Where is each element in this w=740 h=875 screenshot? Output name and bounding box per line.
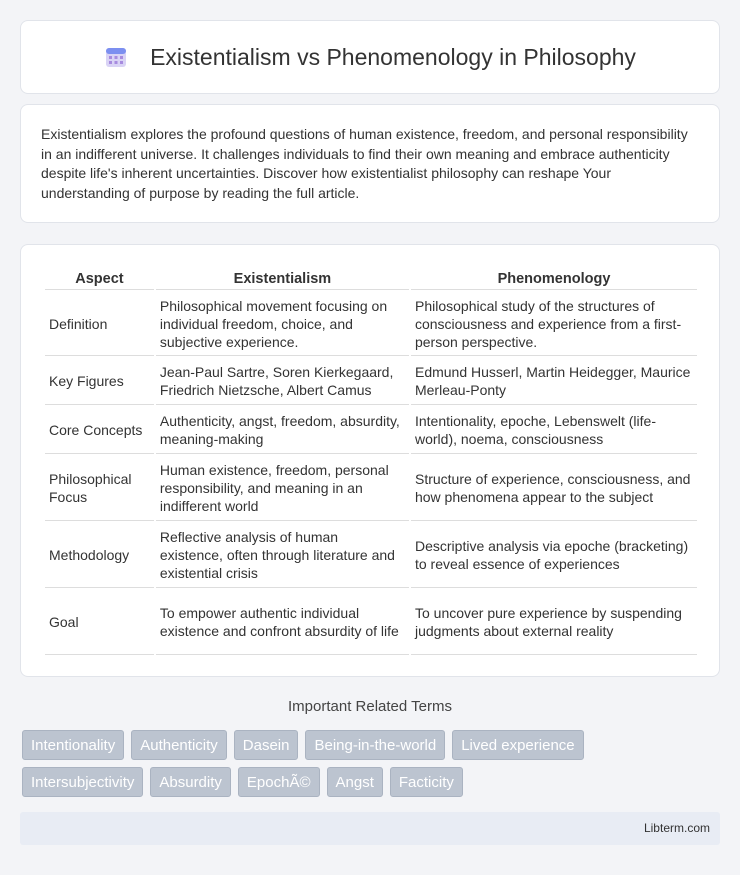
tag-row: [22, 730, 722, 760]
row-existentialism: Reflective analysis of human existence, often through literature and existential crisis: [156, 523, 409, 588]
row-aspect: Goal: [45, 590, 154, 655]
row-aspect: Philosophical Focus: [45, 456, 154, 521]
table-header-row: [45, 267, 697, 290]
footer-site-link[interactable]: Libterm.com: [643, 821, 710, 835]
tag-being-in-the-world[interactable]: Being-in-the-world: [305, 730, 445, 760]
header-card: [20, 20, 720, 94]
tag-lived-experience[interactable]: Lived experience: [452, 730, 583, 760]
footer: [20, 812, 720, 845]
related-terms: [22, 730, 722, 804]
row-phenomenology: To uncover pure experience by suspending judgments about external reality: [411, 590, 697, 655]
calendar-icon: [104, 45, 128, 69]
row-existentialism: Authenticity, angst, freedom, absurdity, meaning-making: [156, 407, 409, 454]
tag-intersubjectivity[interactable]: Intersubjectivity: [22, 767, 143, 797]
row-existentialism: To empower authentic individual existence and confront absurdity of life: [156, 590, 409, 655]
tag-epoche[interactable]: EpochÃ©: [238, 767, 320, 797]
tag-absurdity[interactable]: Absurdity: [150, 767, 231, 797]
row-phenomenology: Structure of experience, consciousness, and how phenomena appear to the subject: [411, 456, 697, 521]
row-phenomenology: Edmund Husserl, Martin Heidegger, Maurice Merleau-Ponty: [411, 358, 697, 405]
tag-authenticity[interactable]: Authenticity: [131, 730, 227, 760]
tag-dasein[interactable]: Dasein: [234, 730, 299, 760]
related-terms-title: Important Related Terms: [288, 698, 452, 715]
header-phenomenology: Phenomenology: [411, 267, 697, 290]
intro-card: [20, 104, 720, 223]
table-row: [45, 358, 697, 405]
comparison-card: [20, 244, 720, 677]
intro-text: Existentialism explores the profound questions of human existence, freedom, and personal responsibility in an indifferent universe. It challenges individuals to find their own meaning and embrace authenticity despite life's inherent uncertainties. Discover how existentialist philosophy can reshape Your understanding of purpose by reading the full article.: [41, 126, 688, 201]
header-aspect: Aspect: [45, 267, 154, 290]
row-existentialism: Philosophical movement focusing on individual freedom, choice, and subjective experience.: [156, 292, 409, 356]
row-existentialism: Human existence, freedom, personal responsibility, and meaning in an indifferent world: [156, 456, 409, 521]
row-aspect: Core Concepts: [45, 407, 154, 454]
header-existentialism: Existentialism: [156, 267, 409, 290]
table-row: [45, 456, 697, 521]
row-aspect: Methodology: [45, 523, 154, 588]
tag-row: [22, 767, 722, 797]
row-phenomenology: Descriptive analysis via epoche (bracketing) to reveal essence of experiences: [411, 523, 697, 588]
table-row: [45, 292, 697, 356]
table-row: [45, 523, 697, 588]
table-row: [45, 590, 697, 655]
row-aspect: Key Figures: [45, 358, 154, 405]
row-existentialism: Jean-Paul Sartre, Soren Kierkegaard, Friedrich Nietzsche, Albert Camus: [156, 358, 409, 405]
comparison-table: [43, 265, 699, 657]
tag-angst[interactable]: Angst: [327, 767, 383, 797]
table-row: [45, 407, 697, 454]
row-phenomenology: Intentionality, epoche, Lebenswelt (life-world), noema, consciousness: [411, 407, 697, 454]
tag-intentionality[interactable]: Intentionality: [22, 730, 124, 760]
row-aspect: Definition: [45, 292, 154, 356]
tag-facticity[interactable]: Facticity: [390, 767, 463, 797]
row-phenomenology: Philosophical study of the structures of consciousness and experience from a first-person perspective.: [411, 292, 697, 356]
page-title: Existentialism vs Phenomenology in Philosophy: [150, 43, 636, 70]
